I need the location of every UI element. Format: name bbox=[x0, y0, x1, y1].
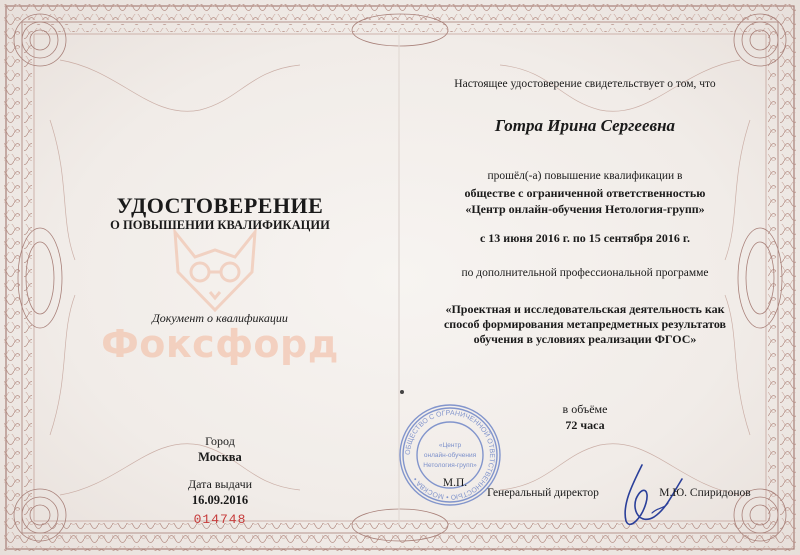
stamp-center-line-3: Нетология-групп» bbox=[423, 462, 477, 469]
issue-date-label: Дата выдачи bbox=[187, 477, 253, 491]
stamp-place-label: М.П. bbox=[442, 477, 468, 489]
organization-line-1: обществе с ограниченной ответственностью bbox=[464, 186, 706, 200]
passed-text: прошёл(-а) повышение квалификации в bbox=[487, 170, 683, 182]
stamp-center-line-1: «Центр bbox=[438, 442, 462, 449]
city-value: Москва bbox=[198, 450, 242, 464]
program-title: «Проектная и исследовательская деятельность как способ формирования метапредметных результатов обучения в условиях реализации ФГОС» bbox=[443, 302, 727, 346]
city-label: Город bbox=[205, 434, 235, 448]
brand-watermark: Фоксфорд bbox=[101, 322, 339, 366]
intro-text: Настоящее удостоверение свидетельствует о том, что bbox=[454, 78, 716, 90]
certificate-subtitle: О ПОВЫШЕНИИ КВАЛИФИКАЦИИ bbox=[110, 218, 330, 232]
training-period: с 13 июня 2016 г. по 15 сентября 2016 г. bbox=[479, 231, 691, 245]
director-label: Генеральный директор bbox=[487, 487, 599, 499]
fox-logo-watermark bbox=[160, 222, 270, 317]
serial-number: 014748 bbox=[193, 512, 247, 527]
director-name: М.Ю. Спиридонов bbox=[659, 487, 751, 499]
document-type: Документ о квалификации bbox=[152, 311, 288, 325]
certificate-title: УДОСТОВЕРЕНИЕ bbox=[116, 193, 324, 218]
volume-value: 72 часа bbox=[565, 418, 605, 432]
ink-dot bbox=[400, 390, 404, 394]
recipient-name: Готра Ирина Сергеевна bbox=[494, 116, 676, 135]
stamp-ring-text: ОБЩЕСТВО С ОГРАНИЧЕННОЙ ОТВЕТСТВЕННОСТЬЮ • МОСКВА • bbox=[404, 409, 496, 501]
issue-date-value: 16.09.2016 bbox=[191, 493, 249, 507]
volume-label: в объёме bbox=[562, 402, 608, 416]
program-label: по дополнительной профессиональной программе bbox=[461, 267, 709, 279]
stamp-center-line-2: онлайн-обучения bbox=[423, 452, 477, 459]
organization-line-2: «Центр онлайн-обучения Нетология-групп» bbox=[465, 202, 705, 216]
